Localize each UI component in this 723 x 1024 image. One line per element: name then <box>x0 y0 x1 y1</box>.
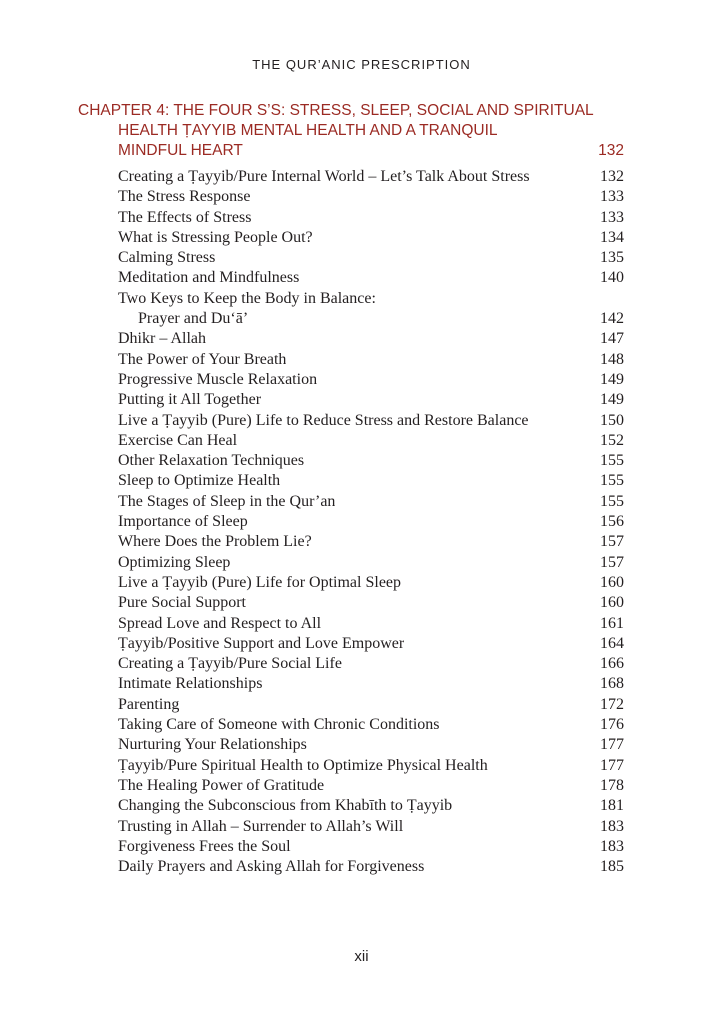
toc-entry <box>118 715 624 735</box>
toc-entry-page: 181 <box>600 797 624 815</box>
toc-entry <box>118 735 624 755</box>
toc-entry <box>118 776 624 796</box>
toc-entry <box>118 268 624 288</box>
toc-entry-title: Calming Stress <box>118 249 216 267</box>
toc-entry <box>118 654 624 674</box>
toc-entry-title: Forgiveness Frees the Soul <box>118 837 291 855</box>
toc-entry-title: Ṭayyib/Positive Support and Love Empower <box>118 634 405 652</box>
chapter-title-line-3-row <box>78 141 624 161</box>
toc-entry-title: Taking Care of Someone with Chronic Conditions <box>118 716 440 734</box>
toc-entry-page: 142 <box>600 310 624 328</box>
toc-entry <box>118 411 624 431</box>
toc-entry-page: 152 <box>600 431 624 449</box>
toc-entry-page: 133 <box>600 188 624 206</box>
toc-entry <box>118 796 624 816</box>
toc-entry-page: 132 <box>600 168 624 185</box>
toc-entry <box>118 390 624 410</box>
toc-entry-title: Ṭayyib/Pure Spiritual Health to Optimize Physical Health <box>118 756 488 774</box>
toc-entry-page: 177 <box>600 756 624 774</box>
toc-entry-title: Creating a Ṭayyib/Pure Internal World – Let’s Talk About Stress <box>118 168 530 185</box>
toc-entry-title: Putting it All Together <box>118 391 262 409</box>
toc-entry <box>118 167 624 187</box>
toc-entry-title: The Effects of Stress <box>118 208 252 226</box>
toc-entry-page: 147 <box>600 330 624 348</box>
toc-entry-title: Parenting <box>118 695 180 713</box>
toc-entry-page: 161 <box>600 614 624 632</box>
toc-entry-title: Changing the Subconscious from Khabīth to Ṭayyib <box>118 797 453 815</box>
toc-entry <box>118 492 624 512</box>
toc-entry-title: Spread Love and Respect to All <box>118 614 322 632</box>
toc-entry-title: Trusting in Allah – Surrender to Allah’s Will <box>118 817 404 835</box>
toc-entry-page: 183 <box>600 817 624 835</box>
toc-entry-title: Pure Social Support <box>118 594 246 612</box>
chapter-title-line-3: MINDFUL HEART <box>118 142 243 159</box>
toc-entry-page: 135 <box>600 249 624 267</box>
toc-entry-list <box>118 167 624 877</box>
toc-entry-title: Two Keys to Keep the Body in Balance: <box>118 289 376 307</box>
toc-entry <box>118 817 624 837</box>
toc-entry-title: Dhikr – Allah <box>118 330 206 348</box>
toc-entry <box>118 573 624 593</box>
toc-entry <box>118 614 624 634</box>
toc-entry <box>118 857 624 877</box>
toc-entry-title: Meditation and Mindfulness <box>118 269 300 287</box>
toc-entry <box>118 756 624 776</box>
toc-entry <box>118 837 624 857</box>
toc-subentry <box>118 309 624 329</box>
toc-entry <box>118 512 624 532</box>
toc-entry <box>118 532 624 552</box>
toc-entry-page: 156 <box>600 513 624 531</box>
toc-entry-page: 155 <box>600 472 624 490</box>
toc-entry-page: 148 <box>600 350 624 368</box>
chapter-title-line-1: CHAPTER 4: THE FOUR S’S: STRESS, SLEEP, SOCIAL AND SPIRITUAL <box>78 102 594 119</box>
toc-entry-page: 183 <box>600 837 624 855</box>
toc-entry-title: Where Does the Problem Lie? <box>118 533 312 551</box>
toc-entry <box>118 695 624 715</box>
toc-entry <box>118 208 624 228</box>
toc-entry-page: 157 <box>600 533 624 551</box>
toc-entry <box>118 370 624 390</box>
toc-entry-page: 150 <box>600 411 624 429</box>
toc-entry-title: Progressive Muscle Relaxation <box>118 370 318 388</box>
toc-entry-title: Importance of Sleep <box>118 513 248 531</box>
toc-entry-page: 157 <box>600 553 624 571</box>
toc-entry-page: 160 <box>600 573 624 591</box>
toc-entry-page: 172 <box>600 695 624 713</box>
toc-entry-title: Live a Ṭayyib (Pure) Life for Optimal Sleep <box>118 573 402 591</box>
toc-entry <box>118 471 624 491</box>
toc-entry-title: Daily Prayers and Asking Allah for Forgiveness <box>118 858 425 876</box>
chapter-title-line-2: HEALTH ṬAYYIB MENTAL HEALTH AND A TRANQUIL <box>118 122 498 139</box>
toc-entry <box>118 289 624 309</box>
toc-entry-page: 155 <box>600 492 624 510</box>
toc-entry-page: 155 <box>600 452 624 470</box>
page-folio: xii <box>354 948 369 965</box>
toc-entry-title: Nurturing Your Relationships <box>118 736 307 754</box>
toc-entry-title: The Stress Response <box>118 188 251 206</box>
toc-entry-title: Live a Ṭayyib (Pure) Life to Reduce Stress and Restore Balance <box>118 411 529 429</box>
toc-entry-page: 149 <box>600 391 624 409</box>
toc-entry-title: Prayer and Du‘ā’ <box>138 310 249 328</box>
toc-entry <box>118 329 624 349</box>
toc-entry-page: 133 <box>600 208 624 226</box>
toc-entry-title: The Stages of Sleep in the Qur’an <box>118 492 336 510</box>
chapter-heading <box>78 101 624 161</box>
toc-entry-page: 168 <box>600 675 624 693</box>
toc-entry-title: Intimate Relationships <box>118 675 263 693</box>
toc-entry <box>118 228 624 248</box>
toc-entry-title: The Healing Power of Gratitude <box>118 776 325 794</box>
toc-entry-page: 164 <box>600 634 624 652</box>
toc-entry-page: 140 <box>600 269 624 287</box>
toc-entry-title: The Power of Your Breath <box>118 350 287 368</box>
toc-entry-page: 166 <box>600 655 624 673</box>
toc-entry <box>118 674 624 694</box>
toc-entry-page: 177 <box>600 736 624 754</box>
toc-entry-title: Sleep to Optimize Health <box>118 472 281 490</box>
toc-entry-title: Creating a Ṭayyib/Pure Social Life <box>118 655 342 673</box>
toc-entry <box>118 634 624 654</box>
toc-entry-title: Other Relaxation Techniques <box>118 452 305 470</box>
toc-entry-title: Exercise Can Heal <box>118 431 238 449</box>
toc-entry-page: 149 <box>600 370 624 388</box>
chapter-page-number: 132 <box>598 142 624 159</box>
toc-entry-page: 134 <box>600 228 624 246</box>
toc-entry-page: 160 <box>600 594 624 612</box>
toc-entry-title: Optimizing Sleep <box>118 553 231 571</box>
toc-entry <box>118 187 624 207</box>
running-head: THE QUR’ANIC PRESCRIPTION <box>252 57 471 72</box>
toc-entry-page: 176 <box>600 716 624 734</box>
toc-entry <box>118 350 624 370</box>
toc-entry <box>118 451 624 471</box>
toc-entry-page: 178 <box>600 776 624 794</box>
toc-entry <box>118 593 624 613</box>
toc-entry-title: What is Stressing People Out? <box>118 228 313 246</box>
toc-entry <box>118 248 624 268</box>
toc-entry <box>118 431 624 451</box>
toc-entry-page: 185 <box>600 858 624 876</box>
toc-entry <box>118 553 624 573</box>
